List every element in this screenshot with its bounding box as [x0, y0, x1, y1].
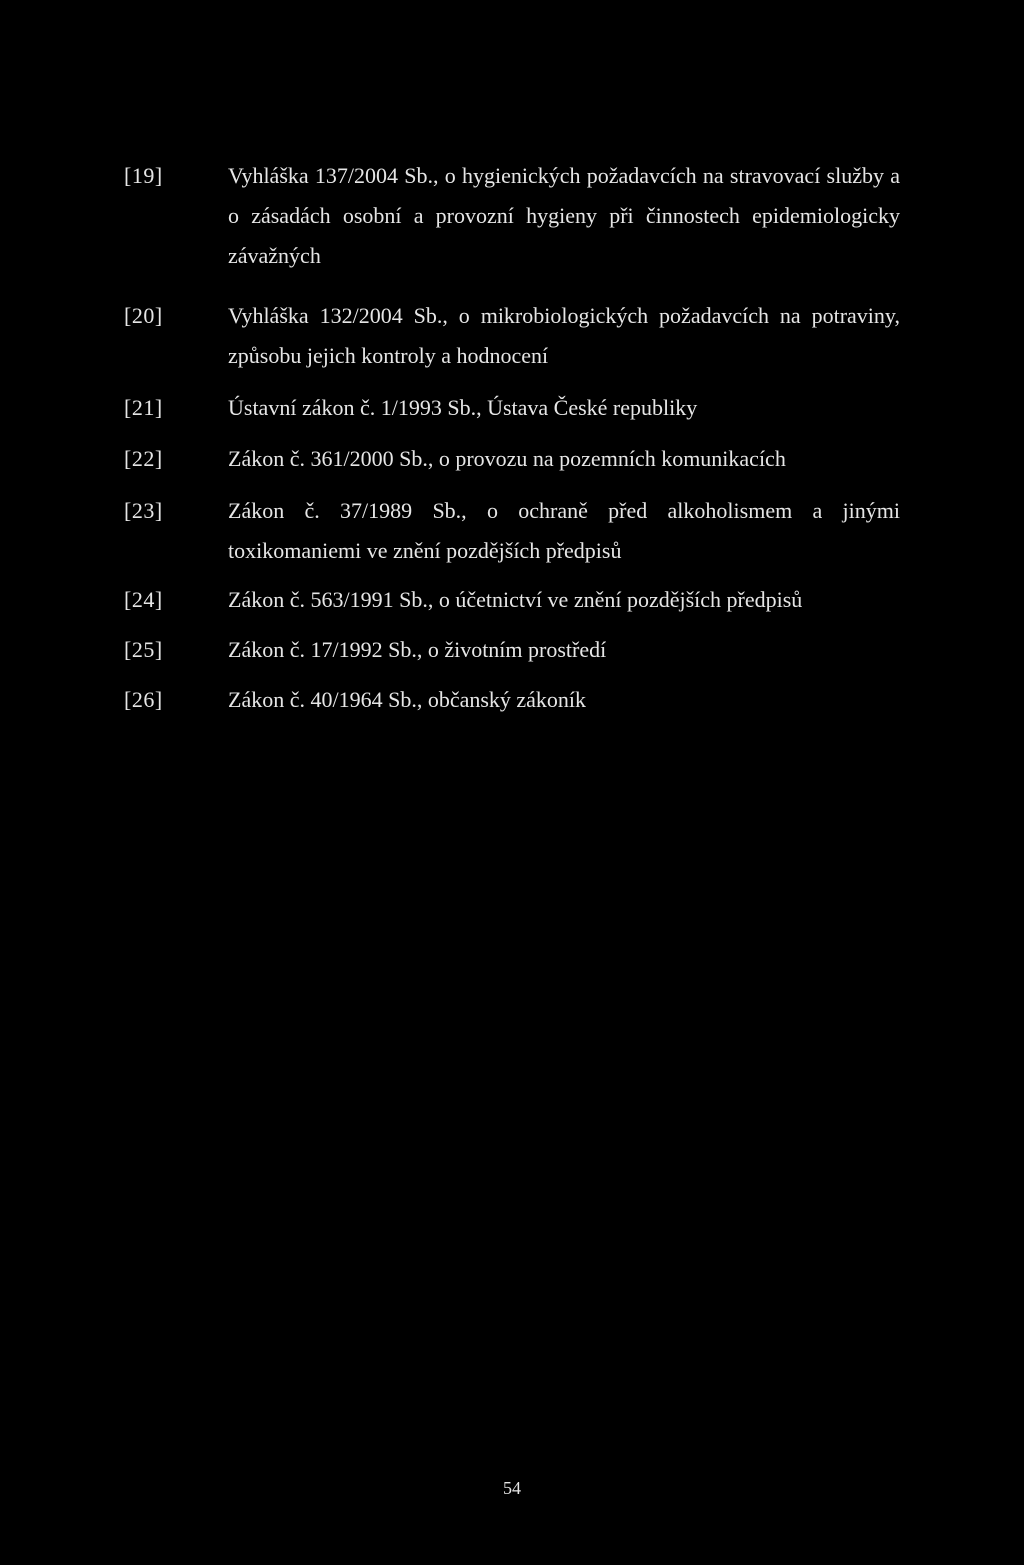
reference-number: [26]	[124, 687, 163, 712]
reference-text: Vyhláška 132/2004 Sb., o mikrobiologických požadavcích na potraviny, způsobu jejich kontroly a hodnocení	[228, 303, 900, 368]
reference-text: Zákon č. 563/1991 Sb., o účetnictví ve znění pozdějších předpisů	[228, 587, 803, 612]
reference-text: Zákon č. 17/1992 Sb., o životním prostředí	[228, 637, 607, 662]
reference-number: [20]	[124, 303, 163, 328]
reference-text: Zákon č. 361/2000 Sb., o provozu na pozemních komunikacích	[228, 446, 786, 471]
reference-text: Zákon č. 40/1964 Sb., občanský zákoník	[228, 687, 587, 712]
reference-text: Vyhláška 137/2004 Sb., o hygienických požadavcích na stravovací služby a o zásadách osobní a provozní hygieny při činnostech epidemiologicky závažných	[228, 163, 900, 268]
reference-number: [24]	[124, 587, 163, 612]
reference-number: [25]	[124, 637, 163, 662]
reference-number: [19]	[124, 163, 163, 188]
reference-text: Ústavní zákon č. 1/1993 Sb., Ústava České republiky	[228, 395, 698, 420]
reference-text: Zákon č. 37/1989 Sb., o ochraně před alkoholismem a jinými toxikomaniemi ve znění pozdějších předpisů	[228, 498, 900, 563]
reference-number: [21]	[124, 395, 163, 420]
reference-number: [23]	[124, 498, 163, 523]
reference-number: [22]	[124, 446, 163, 471]
page-number: 54	[503, 1478, 521, 1498]
